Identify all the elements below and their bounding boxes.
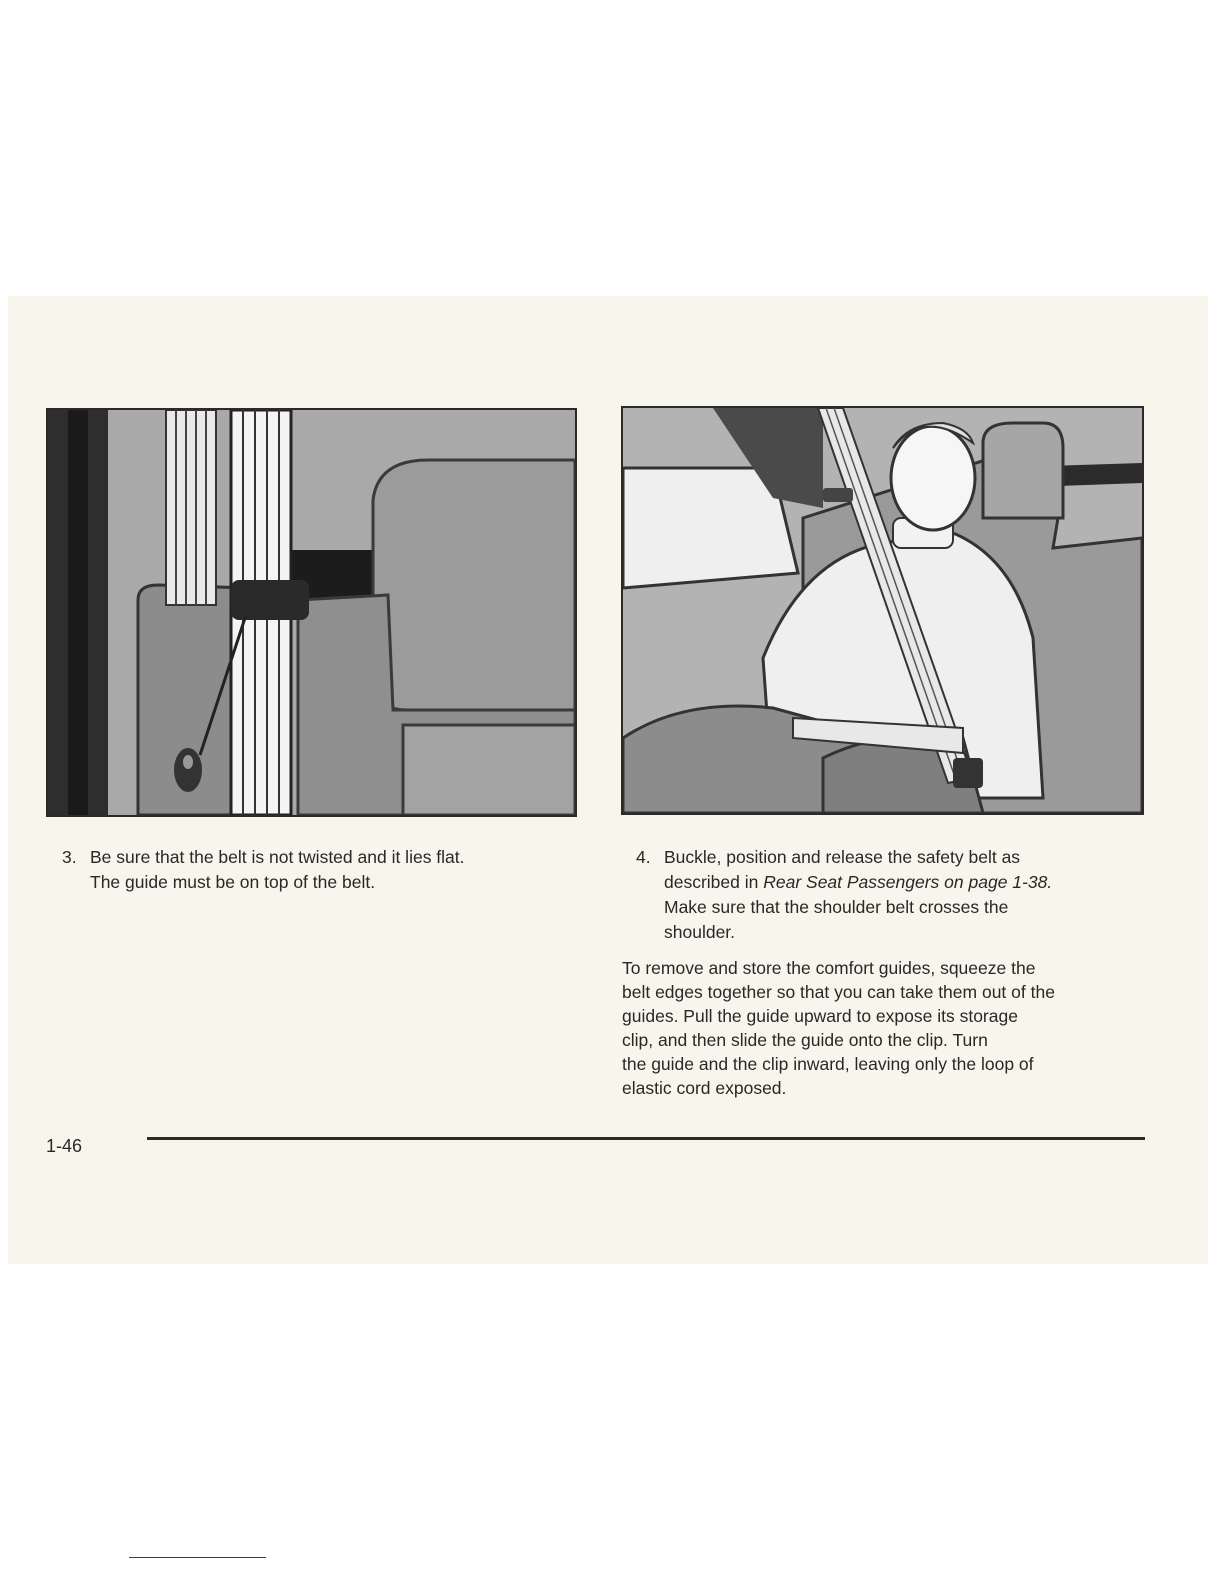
comfort-guide-illustration bbox=[46, 408, 577, 817]
storage-clip bbox=[174, 748, 202, 792]
comfort-guide bbox=[823, 488, 853, 502]
footer-rule bbox=[147, 1137, 1145, 1140]
paragraph-line: To remove and store the comfort guides, squeeze the bbox=[622, 958, 1036, 978]
step-text-fragment: described in bbox=[664, 872, 764, 892]
step-text-line bbox=[664, 870, 1052, 895]
child-seated-illustration bbox=[621, 406, 1144, 815]
belt-strap-rear bbox=[166, 410, 216, 605]
step-number: 3. bbox=[62, 847, 77, 867]
paragraph-line: clip, and then slide the guide onto the clip. Turn bbox=[622, 1030, 988, 1050]
step-text-line: Buckle, position and release the safety belt as bbox=[664, 847, 1021, 867]
step-text-line: Be sure that the belt is not twisted and it lies flat. bbox=[90, 847, 465, 867]
child-head bbox=[891, 426, 975, 530]
paragraph-line: guides. Pull the guide upward to expose its storage bbox=[622, 1006, 1018, 1026]
paragraph-line: belt edges together so that you can take them out of the bbox=[622, 982, 1055, 1002]
page-number: 1-46 bbox=[46, 1136, 83, 1156]
step-text-line: The guide must be on top of the belt. bbox=[90, 872, 376, 892]
step-text-line: shoulder. bbox=[664, 922, 736, 942]
comfort-guide bbox=[231, 580, 309, 620]
paragraph-line: the guide and the clip inward, leaving only the loop of bbox=[622, 1054, 1034, 1074]
step-text bbox=[90, 845, 465, 895]
step-text-line: Make sure that the shoulder belt crosses the bbox=[664, 897, 1009, 917]
paragraph-line: elastic cord exposed. bbox=[622, 1078, 787, 1098]
divider-line bbox=[129, 1557, 266, 1558]
step-text bbox=[664, 845, 1052, 945]
buckle bbox=[953, 758, 983, 788]
step-number: 4. bbox=[636, 847, 651, 867]
cross-reference-link[interactable]: Rear Seat Passengers on page 1-38. bbox=[763, 872, 1053, 892]
instruction-paragraph bbox=[622, 956, 1152, 1100]
